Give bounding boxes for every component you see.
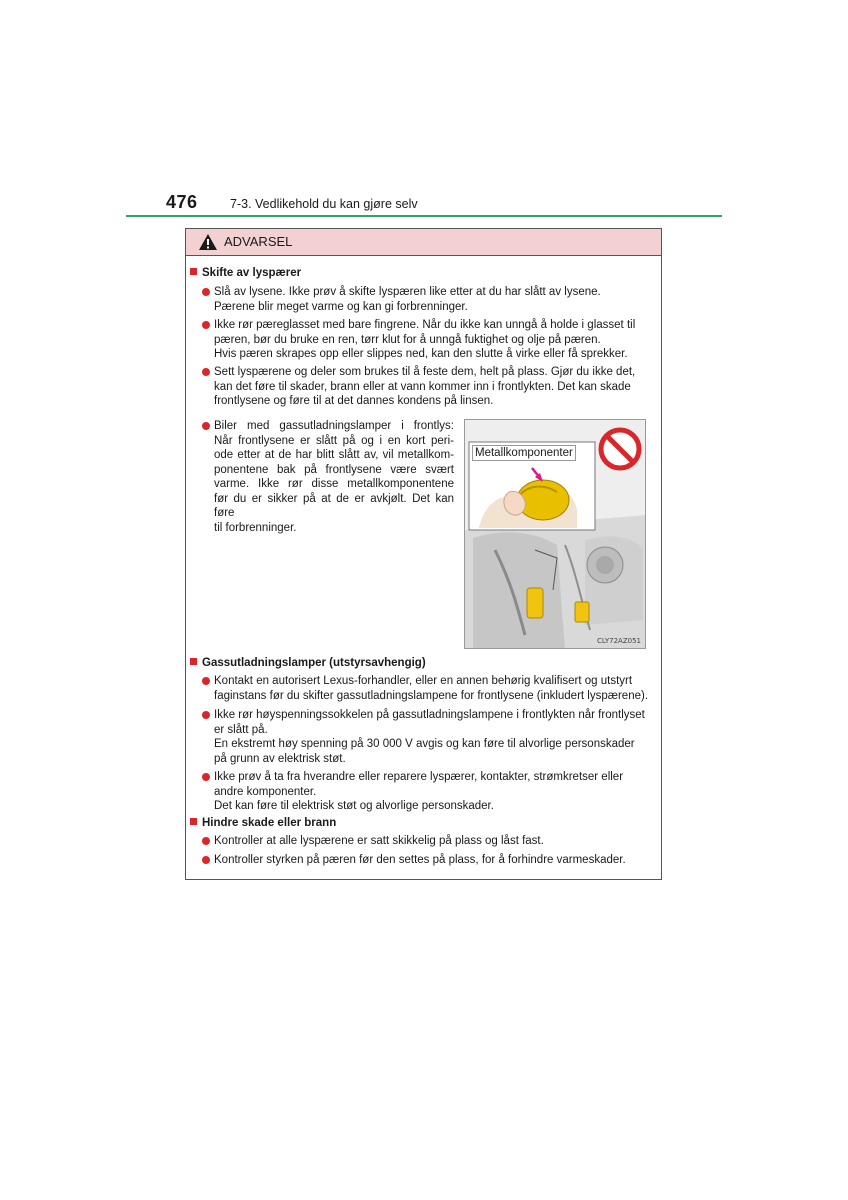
list-item: Ikke prøv å ta fra hverandre eller reparere lyspærer, kontakter, strømkretser eller andre komponenter. Det kan føre til elektrisk støt og alvorlige personskader.	[202, 770, 658, 814]
list-item: Kontakt en autorisert Lexus-forhandler, eller en annen behørig kvalifisert og utstyrt faginstans før du skifter gassutladningslampene for frontlysene (inkludert lyspærene).	[202, 674, 658, 703]
list-item: Biler med gassutladningslamper i frontlys: Når frontlysene er slått på og i en kort peri- ode etter at de har blitt slått av, vil metallkom- ponentene bak på frontlysene være svært varme. Ikke rør disse metallkomponentene før du er sikker på at de er avkjølt. Det kan føre til forbrenninger.	[202, 419, 454, 535]
page-header	[126, 190, 722, 220]
page-number: 476	[166, 192, 198, 212]
section-heading-gas-discharge: Gassutladningslamper (utstyrsavhengig)	[190, 657, 426, 669]
list-item: Kontroller styrken på pæren før den settes på plass, for å forhindre varmeskader.	[202, 853, 658, 868]
list-item: Ikke rør høyspenningssokkelen på gassutladningslampene i frontlykten når frontlyset er slått på. En ekstremt høy spenning på 30 000 V avgis og kan føre til alvorlige personskader på grunn av elektrisk støt.	[202, 708, 658, 766]
bullet-dot-icon	[202, 711, 210, 719]
bullet-dot-icon	[202, 422, 210, 430]
bullet-dot-icon	[202, 856, 210, 864]
bullet-dot-icon	[202, 288, 210, 296]
bullet-dot-icon	[202, 368, 210, 376]
red-square-marker-icon	[190, 268, 197, 275]
list-item: Ikke rør pæreglasset med bare fingrene. Når du ikke kan unngå å holde i glasset til pæren, bør du bruke en ren, tørr klut for å unngå fuktighet og olje på pæren. Hvis pæren skrapes opp eller slippes ned, kan den slutte å virke eller få sprekker.	[202, 318, 658, 362]
list-item: Slå av lysene. Ikke prøv å skifte lyspæren like etter at du har slått av lysene. Pærene blir meget varme og kan gi forbrenninger.	[202, 285, 658, 314]
warning-box	[185, 228, 662, 880]
header-rule	[126, 215, 722, 217]
section-title: 7-3. Vedlikehold du kan gjøre selv	[230, 197, 418, 211]
bullet-dot-icon	[202, 773, 210, 781]
warning-title: ADVARSEL	[224, 234, 293, 249]
section-heading-bulb-replacement: Skifte av lyspærer	[190, 267, 301, 279]
engine-bay-figure	[464, 419, 646, 649]
bullet-dot-icon	[202, 837, 210, 845]
section-heading-prevent-damage: Hindre skade eller brann	[190, 817, 336, 829]
bullet-dot-icon	[202, 321, 210, 329]
red-square-marker-icon	[190, 818, 197, 825]
figure-code: CLY72AZ051	[597, 637, 641, 645]
list-item: Kontroller at alle lyspærene er satt skikkelig på plass og låst fast.	[202, 834, 658, 849]
red-square-marker-icon	[190, 658, 197, 665]
list-item: Sett lyspærene og deler som brukes til å feste dem, helt på plass. Gjør du ikke det, kan det føre til skader, brann eller at vann kommer inn i frontlykten. Det kan skade frontlysene og føre til at det dannes kondens på linsen.	[202, 365, 658, 409]
bullet-dot-icon	[202, 677, 210, 685]
warning-triangle-icon	[198, 233, 218, 251]
figure-inset-label: Metallkomponenter	[472, 445, 576, 461]
warning-header	[186, 229, 661, 256]
